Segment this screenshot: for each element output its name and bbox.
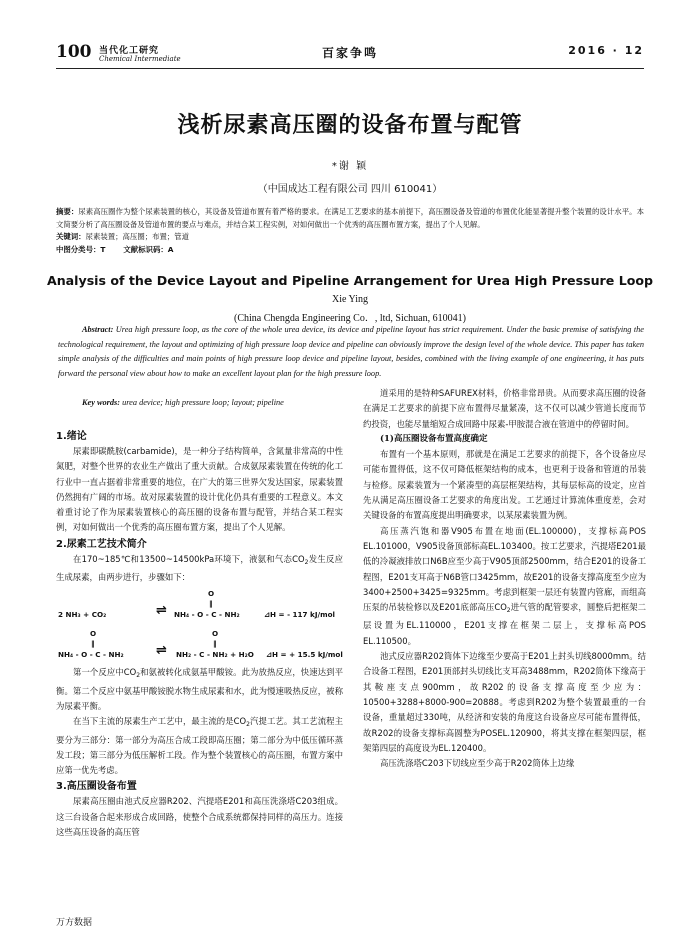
paragraph: 道采用的是特种SAFUREX材料，价格非常昂贵。从而要求高压圈的设备在满足工艺要求的前提下应布置得尽量紧凑，这不仅可以减少管道长度而节约投资，也能尽量缩短合成回路中尿素-甲胺混合液在管道中的停留时间。: [363, 388, 646, 429]
reactants: NH₄ - O - C - NH₂: [58, 650, 124, 660]
products: NH₂ - C - NH₂ + H₂O: [176, 650, 254, 660]
reaction-equation-1: 2 NH₃ + CO₂ ⇌ O ‖ NH₄ - O - C - NH₂ ⊿H = - 117 kJ/mol: [56, 585, 343, 625]
paragraph: 尿素高压圈由池式反应器R202、汽提塔E201和高压洗涤塔C203组成。这三台设备合起来形成合成回路，使整个合成系统都保持同样的高压力。连接这些高压设备的高压管: [56, 796, 343, 838]
subsection-heading: (1)高压圈设备布置高度确定: [380, 433, 488, 444]
paragraph: 高压蒸汽饱和器V905布置在地面(EL.100000)，支撑标高POS EL.101000，V905设备顶部标高EL.103400。按工艺要求，汽提塔E201最低的冷凝液排放口N6B应至少高于V905顶部2500mm，结合E201的设备工程图，E201支耳高于N6B管口3425mm，故E201的设备支撑高度至少应为3400+2500+3425=9325mm。考虑到框架一层还有装置内管廊，而组高压泵的吊装检修以及E201底部高压$CO_2$进气管的配管要求，圆整后把框架二层设置为EL.110000，E201支撑在框架二层上，支撑标高POS EL.110500。: [363, 525, 646, 646]
section-heading-2: 2.尿素工艺技术简介: [56, 538, 147, 550]
equilibrium-arrow-icon: ⇌: [156, 643, 167, 659]
abstract-text: 尿素高压圈作为整个尿素装置的核心，其设备及管道布置有着严格的要求。在满足工艺要求的基本前提下，高压圈设备及管道的布置优化能显著提升整个装置的设计水平。本文简要分析了高压圈设备及管道布置的要点与难点，并结合某工程实例，对如何做出一个优秀的高压圈布置方案，提出了个人见解。: [56, 207, 644, 229]
abstract-cn: [56, 206, 644, 256]
paragraph: 布置有一个基本原则，那就是在满足工艺要求的前提下，各个设备应尽可能布置得低，这不仅可降低框架结构的成本，也更利于设备和管道的吊装与检修。尿素装置为一个紧凑型的高层框架结构，其每层标高的设定，应首先从满足高压圈设备工艺要求的角度出发。工艺通过计算流体重度差，会对关键设备的布置高度提出明确要求，以某尿素装置为例。: [363, 449, 646, 521]
keywords-label: 关键词：: [56, 232, 86, 242]
column-name: 百家争鸣: [321, 46, 378, 60]
en-abstract-label: Abstract:: [82, 325, 114, 334]
reactants: 2 NH₃ + CO₂: [58, 610, 107, 620]
english-title: Analysis of the Device Layout and Pipeline Arrangement for Urea High Pressure Loop: [46, 273, 654, 288]
doc-code-label: 文献标识码：: [123, 244, 168, 254]
body-column-right: [363, 386, 646, 771]
abstract-label: 摘要：: [56, 207, 79, 216]
body-column-left: [56, 428, 343, 840]
enthalpy: ⊿H = - 117 kJ/mol: [264, 610, 336, 620]
classification-value: T: [100, 244, 106, 254]
watermark: 万方数据: [56, 918, 93, 928]
enthalpy: ⊿H = + 15.5 kJ/mol: [266, 650, 343, 660]
paragraph: 池式反应器R202筒体下边缘至少要高于E201上封头切线8000mm。结合设备工程图，E201顶部封头切线比支耳高3488mm，R202筒体下缘高于其鞍座支点900mm，故R202的设备支撑高度至少应为：10500+3288+8000-900=20888。考虑到R202为整个装置最重的一台设备，重量超过330吨，从经济和安装的角度这台设备应尽可能布置得低，故R202的设备支撑标高圆整为POSEL.120900，将其支撑在框架四层，框架第四层的高度设为EL.120400。: [363, 651, 646, 753]
paragraph: 高压洗涤塔C203下切线应至少高于R202筒体上边缘: [380, 758, 575, 769]
journal-name-en: Chemical Intermediate: [99, 55, 181, 63]
en-keywords-text: urea device; high pressure loop; layout; pipeline: [122, 398, 284, 407]
author: *谢 颖: [331, 161, 369, 172]
paragraph: 第一个反应中$CO_2$和氨被转化成氨基甲酸铵。此为放热反应，快速达到平衡。第二个反应中氨基甲酸铵脱水物生成尿素和水，此为慢速吸热反应，被称为尿素平衡。: [56, 667, 343, 711]
en-keywords-label: Key words:: [82, 398, 121, 407]
en-abstract-text: Urea high pressure loop, as the core of the whole urea device, its device and pipeline layout has strict requirement. Under the basic premise of satisfying the technological requirement, the layout and optimizing of high pressure loop device and pipeline can obviously improve the design level of the whole device. This paper has taken simple analysis of the difficulties and main points of high pressure loop device and pipeline layout, besides, combined with the living example of one engineering, it has puts forward the personal view about how to make an excellent layout plan for the high pressure loop.: [58, 325, 644, 378]
section-heading-3: 3.高压圈设备布置: [56, 781, 137, 793]
section-heading-1: 1.绪论: [56, 431, 87, 442]
header-divider: [56, 68, 644, 69]
doc-code-value: A: [167, 244, 174, 254]
abstract-en: [58, 323, 644, 381]
reaction-equation-2: O ‖ NH₄ - O - C - NH₂ ⇌ O ‖ NH₂ - C - NH₂ + H₂O ⊿H = + 15.5 kJ/mol: [56, 625, 343, 665]
page-number: 100: [56, 42, 92, 62]
classification-label: 中图分类号：: [56, 244, 101, 254]
paragraph: 在170~185℃和13500~14500kPa环境下，液氨和气态$CO_2$发生反应生成尿素，由两步进行，步骤如下：: [56, 553, 343, 583]
article-title: 浅析尿素高压圈的设备布置与配管: [177, 113, 523, 138]
issue-number: 2016 · 12: [568, 44, 644, 57]
equilibrium-arrow-icon: ⇌: [156, 603, 167, 619]
english-affiliation: (China Chengda Engineering Co．, ltd, Sichuan, 610041): [234, 313, 466, 324]
english-author: Xie Ying: [331, 294, 368, 305]
paragraph: 尿素即碳酰胺(carbamide)，是一种分子结构简单，含氮量非常高的中性氮肥，对整个世界的农业生产做出了重大贡献。合成氨尿素装置在传统的化工行业中一直占据着非常重要的地位，在广大的第三世界欠发达国家，尿素装置仍然拥有广阔的市场。故对尿素装置的设计优化仍具有重要的工程意义。本文着重讨论了作为尿素装置核心的高压圈的设备布置与配管，并结合某工程实例，对如何做出一个优秀的高压圈布置方案，提出了个人见解。: [56, 446, 343, 533]
keywords-text: 尿素装置；高压圈；布置；管道: [85, 232, 190, 242]
paragraph: 在当下主流的尿素生产工艺中，最主流的是$CO_2$汽提工艺。其工艺流程主要分为三部分：第一部分为高压合成工段即高压圈；第二部分为中低压循环蒸发工段；第三部分为低压解析工段。作为整个装置核心的高压圈，布置方案中应第一优先考虑。: [56, 716, 343, 776]
page-header: [56, 38, 644, 68]
products: NH₄ - O - C - NH₂: [174, 610, 240, 620]
affiliation: （中国成达工程有限公司 四川 610041）: [257, 184, 443, 195]
journal-name-cn: 当代化工研究: [99, 46, 160, 56]
